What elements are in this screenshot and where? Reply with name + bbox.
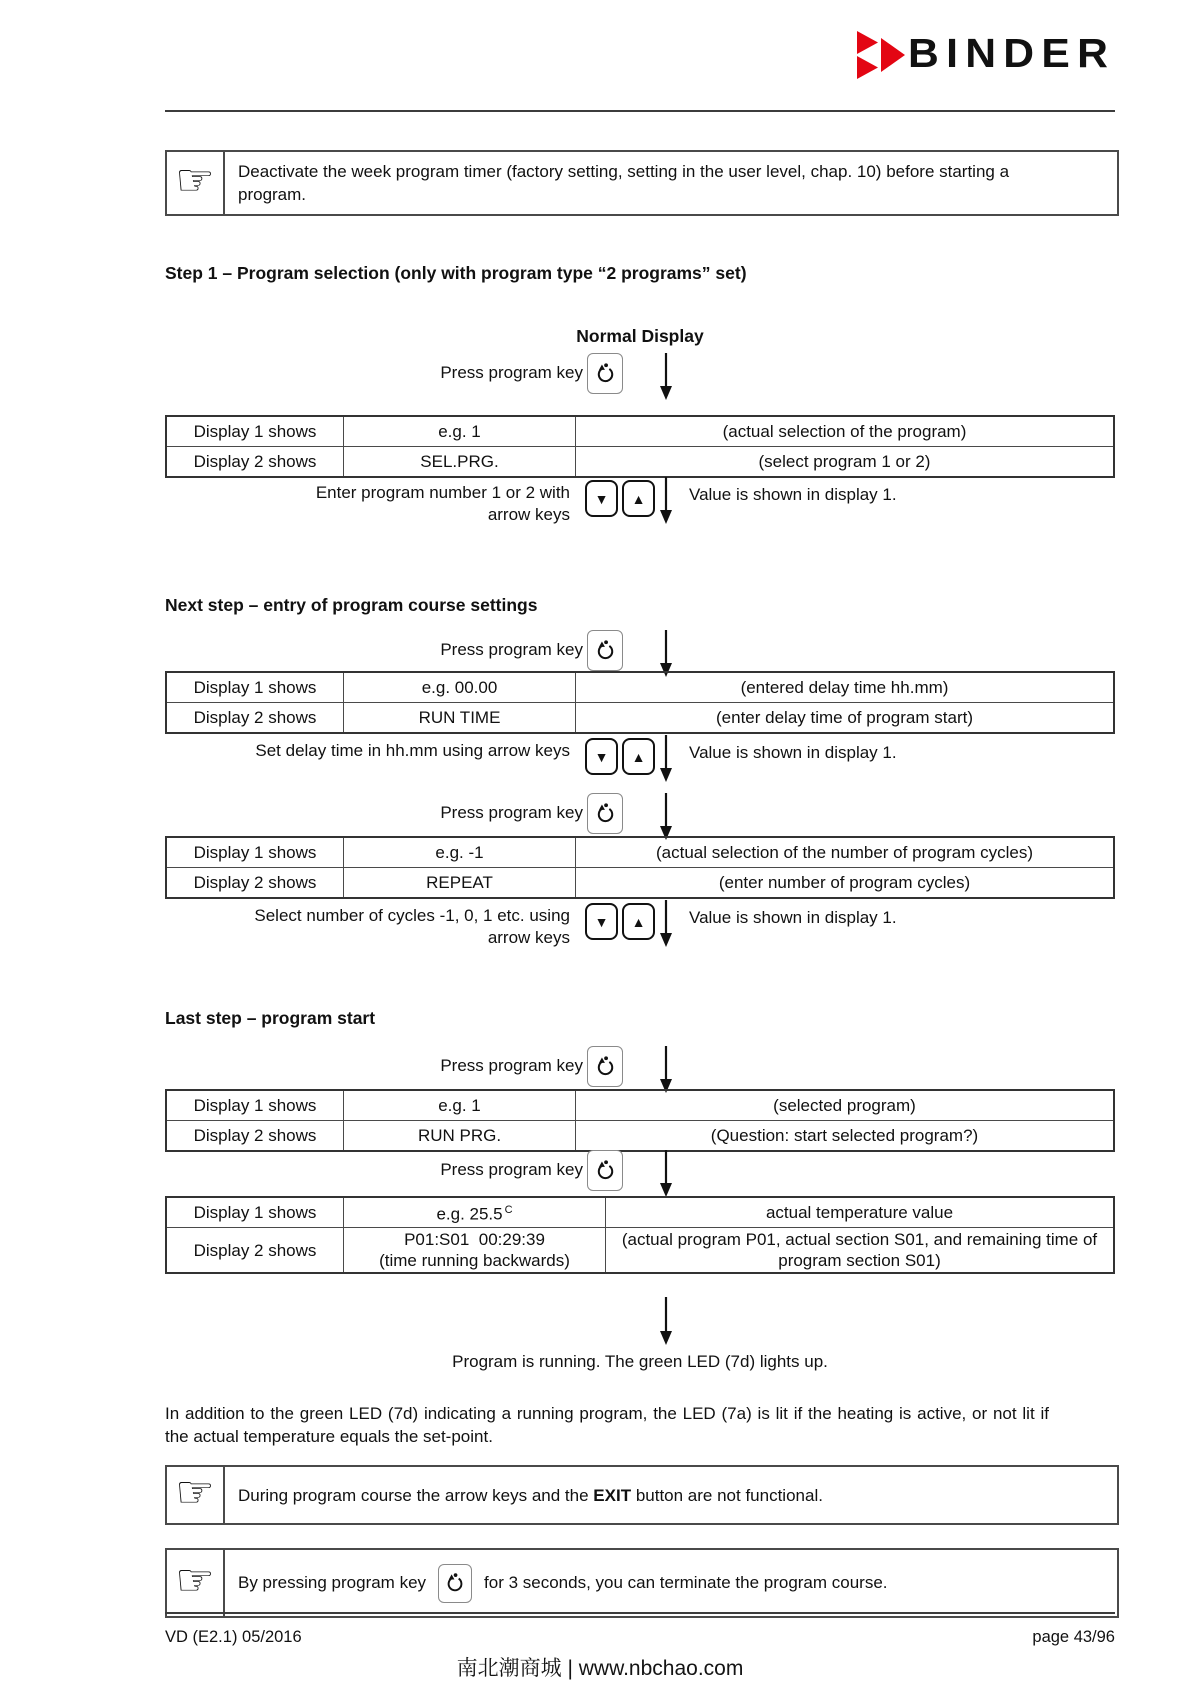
- exit-bold: EXIT: [593, 1485, 632, 1505]
- table-row: [166, 447, 1114, 478]
- table-row: [166, 416, 1114, 447]
- display2-label-cell: Display 2 shows: [166, 447, 344, 478]
- display2-desc-cell: (enter number of program cycles): [576, 868, 1115, 899]
- footer-page-number: page 43/96: [1032, 1628, 1115, 1646]
- display2-desc-cell: (Question: start selected program?): [576, 1121, 1115, 1152]
- display2-desc-cell: (enter delay time of program start): [576, 703, 1115, 734]
- down-arrow-icon: [659, 900, 673, 952]
- select-cycles-row: [165, 900, 1115, 956]
- display-table-5: [165, 1196, 1115, 1274]
- last-step-heading: Last step – program start: [165, 1008, 376, 1028]
- program-key-icon: [587, 1046, 623, 1087]
- display2-desc-cell: (select program 1 or 2): [576, 447, 1115, 478]
- display1-value-cell: e.g. 1: [344, 1090, 576, 1121]
- flow-instruction: Enter program number 1 or 2 with arrow keys: [315, 483, 570, 524]
- arrow-up-key-icon: ▲: [622, 480, 655, 517]
- set-delay-time-row: [165, 735, 1115, 783]
- down-arrow-icon: [659, 1150, 673, 1202]
- display1-label-cell: Display 1 shows: [166, 672, 344, 703]
- pointing-hand-icon: ☞: [175, 156, 215, 205]
- pointing-hand-icon: ☞: [175, 1468, 215, 1517]
- note-box-week-timer: [165, 150, 1119, 216]
- program-key-icon: [587, 1150, 623, 1191]
- press-program-key-row-1: [165, 353, 1115, 401]
- value-shown-label: Value is shown in display 1.: [689, 485, 897, 504]
- arrow-up-key-icon: ▲: [622, 903, 655, 940]
- display-table-1: [165, 415, 1115, 478]
- down-arrow-icon: [659, 1297, 673, 1350]
- note-text: During program course the arrow keys and the EXIT button are not functional.: [238, 1485, 823, 1505]
- note-text: Deactivate the week program timer (factory setting, setting in the user level, chap. 10) before starting a program.: [238, 162, 1010, 204]
- display1-desc-cell: actual temperature value: [606, 1197, 1115, 1228]
- press-program-key-row-4: [165, 1046, 1115, 1094]
- program-key-icon: [587, 793, 623, 834]
- display1-desc-cell: (actual selection of the number of program cycles): [576, 837, 1115, 868]
- press-program-key-label: Press program key: [440, 1056, 583, 1075]
- down-arrow-icon: [659, 477, 673, 529]
- display2-value-cell: RUN TIME: [344, 703, 576, 734]
- note-box-exit: [165, 1465, 1119, 1525]
- display-table-4: [165, 1089, 1115, 1152]
- value-shown-label: Value is shown in display 1.: [689, 743, 897, 762]
- flow-instruction: Select number of cycles -1, 0, 1 etc. using arrow keys: [254, 906, 570, 947]
- next-step-heading: Next step – entry of program course settings: [165, 595, 538, 615]
- table-row: [166, 868, 1114, 899]
- display2-label-cell: Display 2 shows: [166, 703, 344, 734]
- program-key-icon: [587, 630, 623, 671]
- display1-value-cell: e.g. 25.5 $^C$: [344, 1197, 606, 1228]
- down-arrow-icon: [659, 353, 673, 405]
- display1-label-cell: Display 1 shows: [166, 1090, 344, 1121]
- display2-value-cell: RUN PRG.: [344, 1121, 576, 1152]
- led-paragraph: In addition to the green LED (7d) indicating a running program, the LED (7a) is lit if the heating is active, or not lit if the actual temperature equals the set-point.: [165, 1404, 1049, 1446]
- arrow-down-key-icon: ▼: [585, 903, 618, 940]
- display1-desc-cell: (actual selection of the program): [576, 416, 1115, 447]
- display1-label-cell: Display 1 shows: [166, 1197, 344, 1228]
- header-rule: [165, 110, 1115, 112]
- pointing-hand-icon: ☞: [175, 1556, 215, 1605]
- binder-logo-text: BINDER: [907, 29, 1115, 76]
- note-box-terminate: [165, 1548, 1119, 1618]
- display2-label-cell: Display 2 shows: [166, 1121, 344, 1152]
- table-row: [166, 1121, 1114, 1152]
- flow-instruction: Set delay time in hh.mm using arrow keys: [255, 741, 570, 760]
- arrow-down-key-icon: ▼: [585, 480, 618, 517]
- press-program-key-label: Press program key: [440, 640, 583, 659]
- display1-label-cell: Display 1 shows: [166, 416, 344, 447]
- note-text: By pressing program key for 3 seconds, you can terminate the program course.: [225, 1550, 1117, 1616]
- watermark-text: 南北潮商城 | www.nbchao.com: [456, 1657, 744, 1680]
- table-row: [166, 703, 1114, 734]
- arrow-down-key-icon: ▼: [585, 738, 618, 775]
- press-program-key-label: Press program key: [440, 363, 583, 382]
- table-row: [166, 837, 1114, 868]
- display1-label-cell: Display 1 shows: [166, 837, 344, 868]
- flow-arrow-row: [165, 1297, 1115, 1347]
- footer-doc-version: VD (E2.1) 05/2016: [165, 1628, 302, 1646]
- press-program-key-label: Press program key: [440, 803, 583, 822]
- display2-value-cell: SEL.PRG.: [344, 447, 576, 478]
- press-program-key-row-3: [165, 793, 1115, 841]
- table-row: [166, 1197, 1114, 1228]
- program-running-text: Program is running. The green LED (7d) lights up.: [452, 1352, 828, 1371]
- display2-desc-cell: (actual program P01, actual section S01, and remaining time of program section S01): [606, 1228, 1115, 1274]
- degree-c-superscript: C: [504, 1204, 513, 1217]
- display1-desc-cell: (selected program): [576, 1090, 1115, 1121]
- display1-value-cell: e.g. 1: [344, 416, 576, 447]
- press-program-key-row-5: [165, 1150, 1115, 1198]
- footer: [165, 1628, 1115, 1647]
- table-row: [166, 1228, 1114, 1274]
- note-icon-cell: [167, 1550, 225, 1616]
- display2-label-cell: Display 2 shows: [166, 1228, 344, 1274]
- binder-logo-triangles-icon: [855, 30, 907, 80]
- down-arrow-icon: [659, 735, 673, 787]
- press-program-key-label: Press program key: [440, 1160, 583, 1179]
- program-key-icon: [587, 353, 623, 394]
- header: [165, 30, 1115, 80]
- note-icon-cell: [167, 1467, 225, 1523]
- display-table-3: [165, 836, 1115, 899]
- display-table-2: [165, 671, 1115, 734]
- value-shown-label: Value is shown in display 1.: [689, 908, 897, 927]
- normal-display-label: Normal Display: [576, 326, 704, 346]
- footer-rule: [165, 1612, 1115, 1614]
- binder-logo: [855, 30, 1115, 80]
- display2-value-cell: REPEAT: [344, 868, 576, 899]
- step1-heading: Step 1 – Program selection (only with program type “2 programs” set): [165, 263, 747, 283]
- display2-value-cell: P01:S01 00:29:39 (time running backwards): [344, 1228, 606, 1274]
- table-row: [166, 1090, 1114, 1121]
- note-icon-cell: [167, 152, 225, 214]
- enter-program-number-row: [165, 477, 1115, 533]
- display1-desc-cell: (entered delay time hh.mm): [576, 672, 1115, 703]
- arrow-up-key-icon: ▲: [622, 738, 655, 775]
- display1-value-cell: e.g. -1: [344, 837, 576, 868]
- display2-label-cell: Display 2 shows: [166, 868, 344, 899]
- display1-value-cell: e.g. 00.00: [344, 672, 576, 703]
- program-key-icon: [438, 1564, 472, 1603]
- table-row: [166, 672, 1114, 703]
